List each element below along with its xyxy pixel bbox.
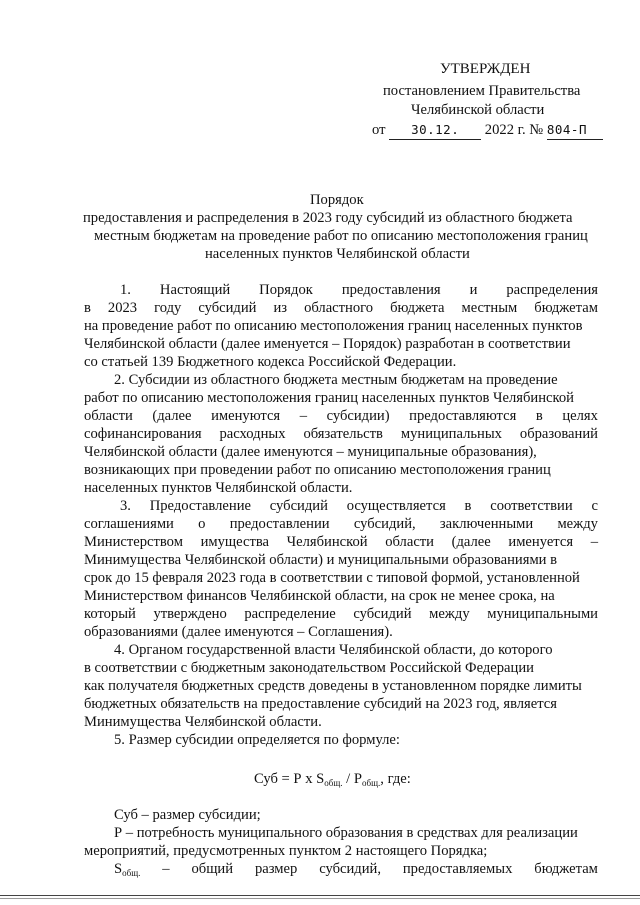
date-year: 2022 г. № xyxy=(484,122,544,138)
formula: Суб = Р х $S_{общ.} / Р_{общ.}$, где: xyxy=(254,771,411,788)
heading-line-1: предоставления и распределения в 2023 году субсидий из областного бюджета xyxy=(83,210,573,226)
heading-line-3: населенных пунктов Челябинской области xyxy=(205,246,470,262)
p3-line-3: Министерством имущества Челябинской области (далее именуется – xyxy=(84,534,598,550)
p4-line-2: в соответствии с бюджетным законодательством Российской Федерации xyxy=(84,660,534,676)
def-3-line-1: $S_{общ.}$ – общий размер субсидий, предоставляемых бюджетам xyxy=(114,861,598,878)
p2-line-1: 2. Субсидии из областного бюджета местным бюджетам на проведение xyxy=(114,372,558,388)
p1-line-4: Челябинской области (далее именуется – Порядок) разработан в соответствии xyxy=(84,336,571,352)
p3-line-7: который утверждено распределение субсидий между муниципальными xyxy=(84,606,598,622)
date-field xyxy=(389,121,481,140)
p1-line-5: со статьей 139 Бюджетного кодекса Российской Федерации. xyxy=(84,354,457,370)
p1-line-2: в 2023 году субсидий из областного бюджета местным бюджетам xyxy=(84,300,598,316)
p3-line-1: 3. Предоставление субсидий осуществляется в соответствии с xyxy=(120,498,598,514)
p3-line-6: Министерством финансов Челябинской области, на срок не менее срока, на xyxy=(84,588,555,604)
p2-line-4: софинансирования расходных обязательств муниципальных образований xyxy=(84,426,598,442)
p3-line-8: образованиями (далее именуются – Соглашения). xyxy=(84,624,393,640)
heading-title: Порядок xyxy=(310,192,364,208)
p4-line-3: как получателя бюджетных средств доведены в установленном порядке лимиты xyxy=(84,678,582,694)
p2-line-2: работ по описанию местоположения границ населенных пунктов Челябинской xyxy=(84,390,574,406)
p1-line-1: 1. Настоящий Порядок предоставления и распределения xyxy=(120,282,598,298)
p3-line-2: соглашениями о предоставлении субсидий, заключенными между xyxy=(84,516,598,532)
date-prefix: от xyxy=(372,122,386,138)
p3-line-5: срок до 15 февраля 2023 года в соответствии с типовой формой, установленной xyxy=(84,570,580,586)
p4-line-4: бюджетных обязательств на предоставление субсидий на 2023 год, является xyxy=(84,696,557,712)
def-1: Суб – размер субсидии; xyxy=(114,807,261,823)
p4-line-5: Минимущества Челябинской области. xyxy=(84,714,322,730)
p2-line-5: Челябинской области (далее именуются – муниципальные образования), xyxy=(84,444,537,460)
p2-line-6: возникающих при проведении работ по описанию местоположения границ xyxy=(84,462,551,478)
approval-title: УТВЕРЖДЕН xyxy=(440,61,531,77)
page-bottom-rule-secondary xyxy=(0,898,640,899)
p3-line-4: Минимущества Челябинской области) и муниципальными образованиями в xyxy=(84,552,558,568)
p1-line-3: на проведение работ по описанию местоположения границ населенных пунктов xyxy=(84,318,583,334)
p5-line-1: 5. Размер субсидии определяется по формуле: xyxy=(114,732,400,748)
approval-line-2: Челябинской области xyxy=(411,102,545,118)
approval-date-line xyxy=(372,121,603,140)
p2-line-7: населенных пунктов Челябинской области. xyxy=(84,480,353,496)
p2-line-3: области (далее именуются – субсидии) предоставляются в целях xyxy=(84,408,598,424)
document-number: 804-П xyxy=(546,122,587,137)
heading-line-2: местным бюджетам на проведение работ по описанию местоположения границ xyxy=(94,228,588,244)
number-field xyxy=(547,121,603,140)
date-value: 30.12. xyxy=(411,122,460,137)
def-2-line-2: мероприятий, предусмотренных пунктом 2 настоящего Порядка; xyxy=(84,843,488,859)
p4-line-1: 4. Органом государственной власти Челябинской области, до которого xyxy=(114,642,553,658)
approval-line-1: постановлением Правительства xyxy=(383,83,581,99)
def-2-line-1: Р – потребность муниципального образования в средствах для реализации xyxy=(114,825,578,841)
page-bottom-rule xyxy=(0,895,640,896)
